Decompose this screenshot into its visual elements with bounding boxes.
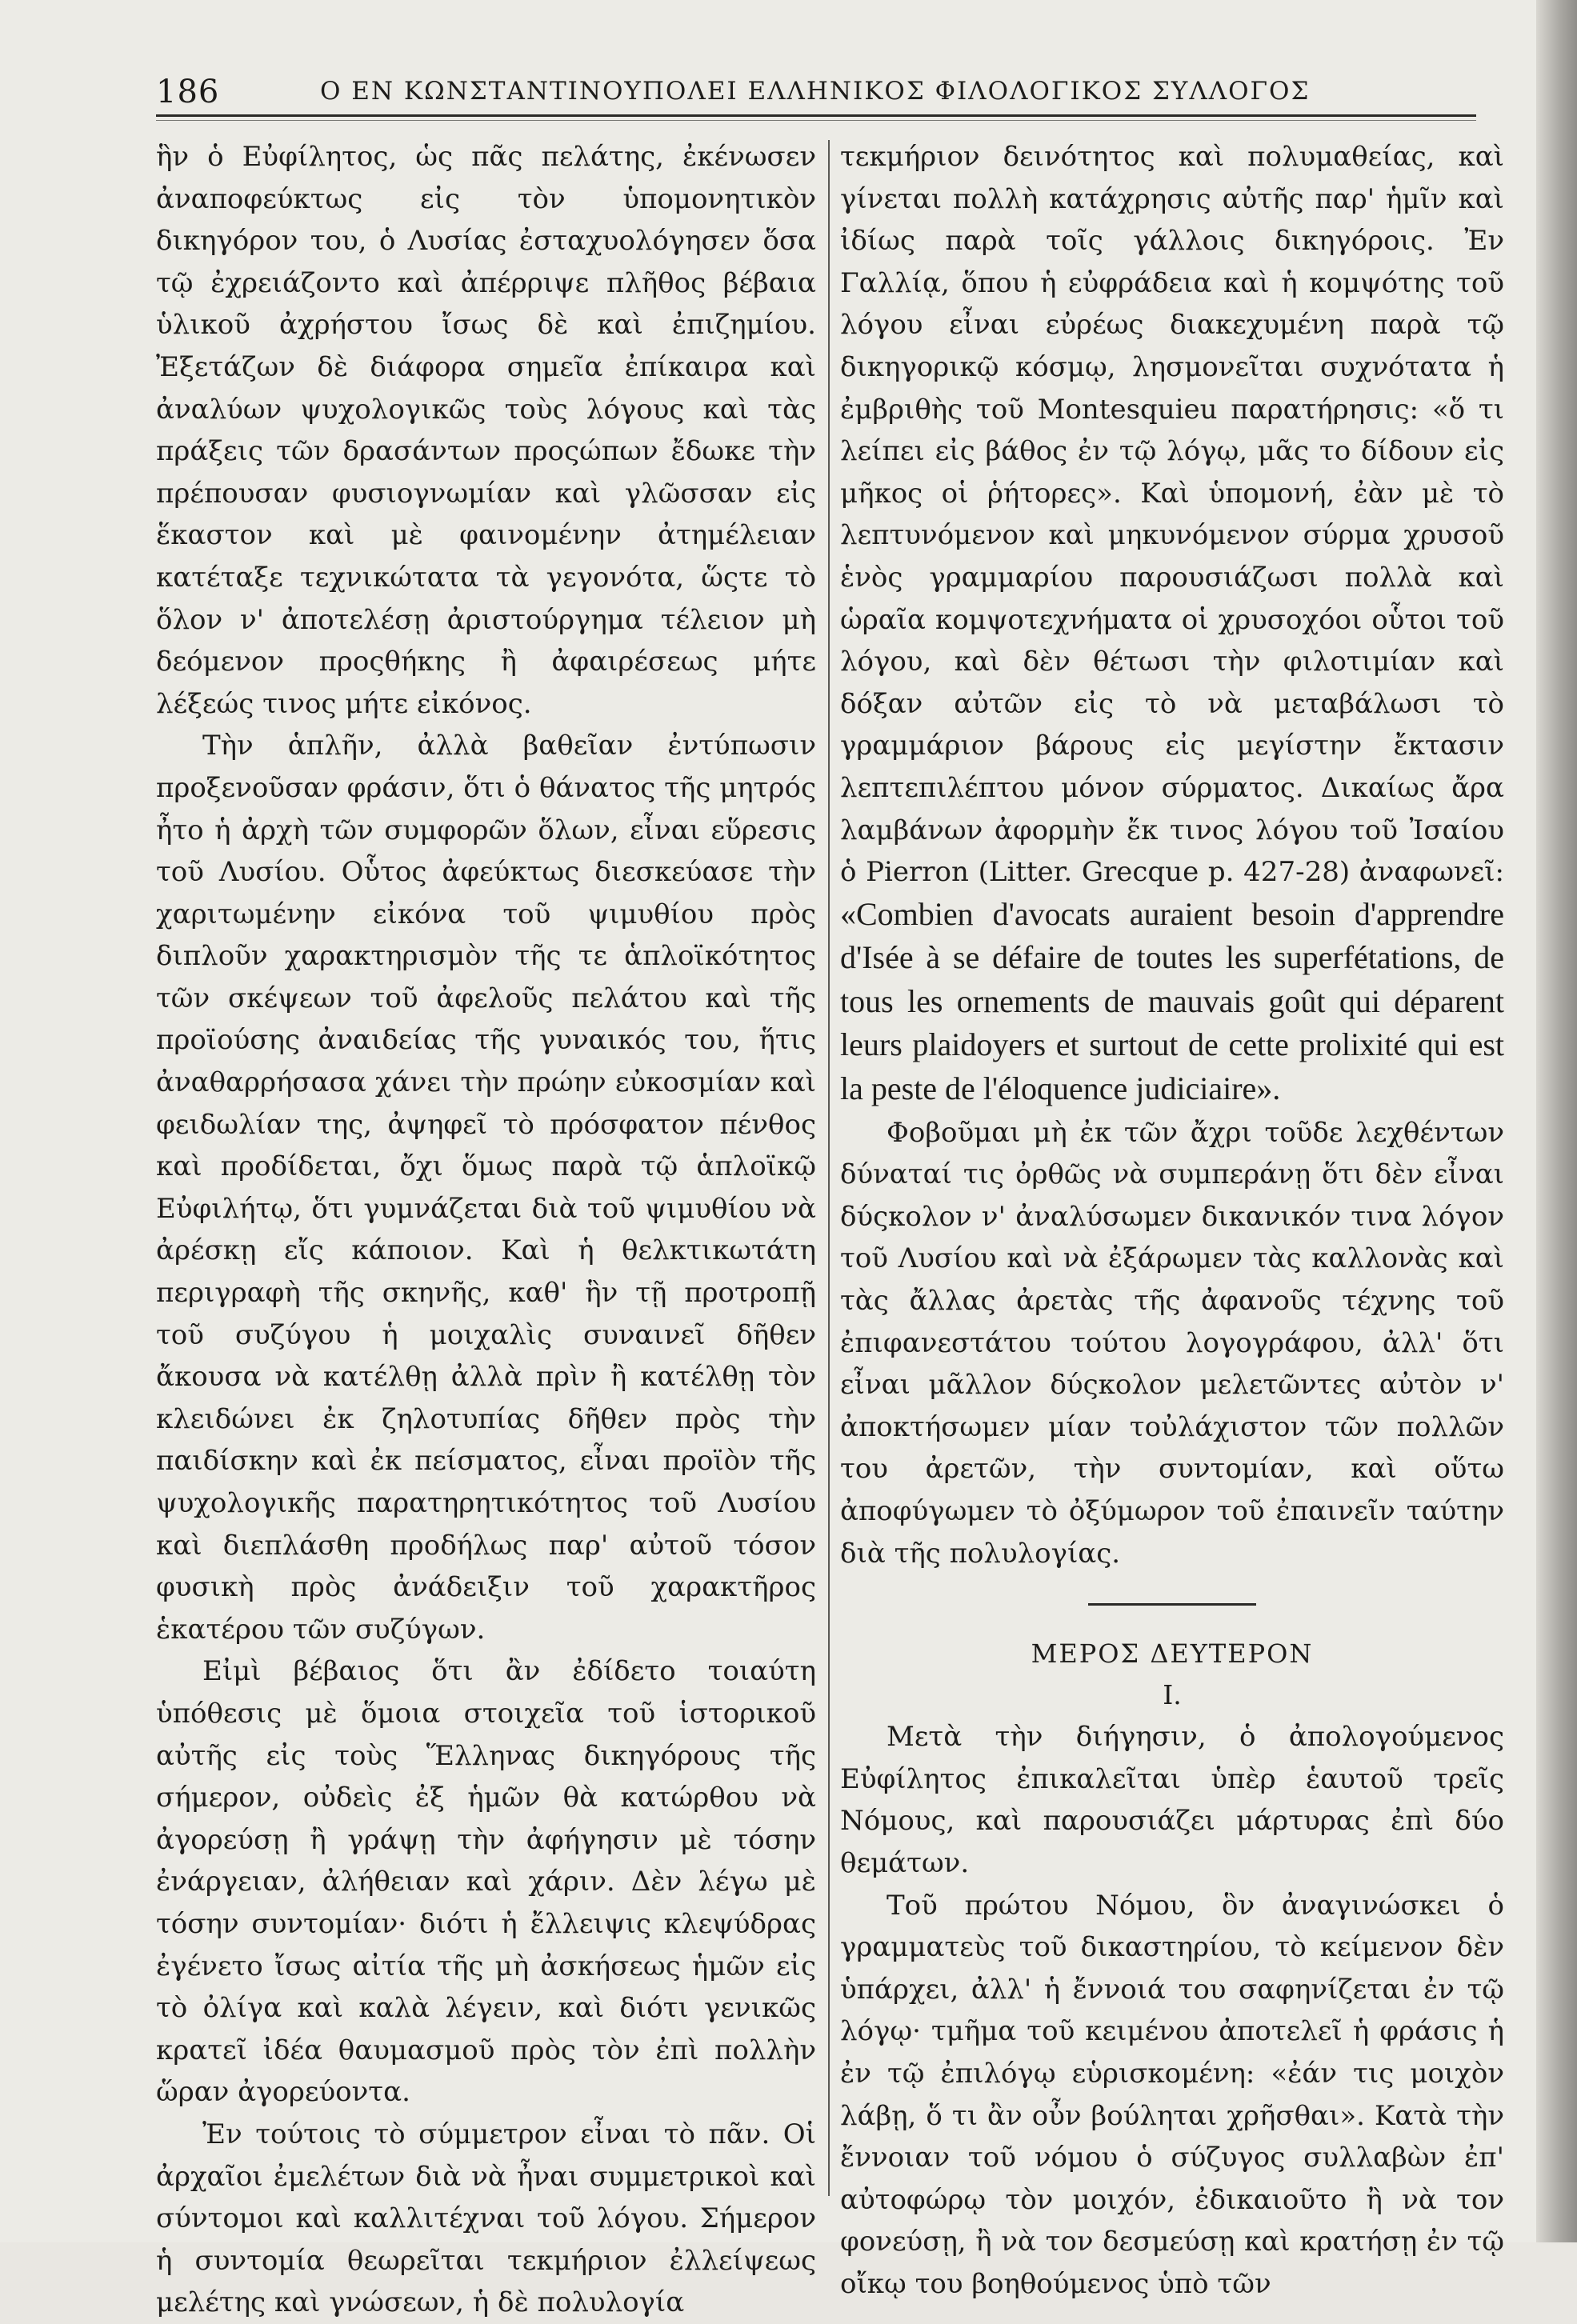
section-divider [1088,1603,1256,1606]
paragraph: Τὴν ἁπλῆν, ἀλλὰ βαθεῖαν ἐντύπωσιν προξενοῦσαν φράσιν, ὅτι ὁ θάνατος τῆς μητρός ἦτο ἡ ἀρχὴ τῶν συμφορῶν ὅλων, εἶναι εὕρεσις τοῦ Λυσίου. Οὗτος ἀφεύκτως διεσκεύασε τὴν χαριτωμένην εἰκόνα τοῦ ψιμυθίου πρὸς διπλοῦν χαρακτηρισμὸν τῆς τε ἁπλοϊκότητος τῶν σκέψεων τοῦ ἀφελοῦς πελάτου καὶ τῆς προϊούσης ἀναιδείας τῆς γυναικός του, ἥτις ἀναθαρρήσασα χάνει τὴν πρώην εὐκοσμίαν καὶ φειδωλίαν της, ἀψηφεῖ τὸ πρόσφατον πένθος καὶ προδίδεται, ὄχι ὅμως παρὰ τῷ ἁπλοϊκῷ Εὐφιλήτῳ, ὅτι γυμνάζεται διὰ τοῦ ψιμυθίου νὰ ἀρέσκῃ εἴς κάποιον. Καὶ ἡ θελκτικωτάτη περιγραφὴ τῆς σκηνῆς, καθ' ἣν τῇ προτροπῇ τοῦ συζύγου ἡ μοιχαλὶς συναινεῖ δῆθεν ἄκουσα νὰ κατέλθῃ ἀλλὰ πρὶν ἢ κατέλθῃ τὸν κλειδώνει ἐκ ζηλοτυπίας δῆθεν πρὸς τὴν παιδίσκην καὶ ἐκ πείσματος, εἶναι προϊὸν τῆς ψυχολογικῆς παρατηρητικότητος τοῦ Λυσίου καὶ διεπλάσθη προδήλως παρ' αὐτοῦ τόσον φυσικὴ πρὸς ἀνάδειξιν τοῦ χαρακτῆρος ἑκατέρου τῶν συζύγων. [156,730,816,1646]
paragraph: Φοβοῦμαι μὴ ἐκ τῶν ἄχρι τοῦδε λεχθέντων δύναταί τις ὀρθῶς νὰ συμπεράνῃ ὅτι δὲν εἶναι δύςκολον ν' ἀναλύσωμεν δικανικόν τινα λόγον τοῦ Λυσίου καὶ νὰ ἐξάρωμεν τὰς καλλονὰς καὶ τὰς ἄλλας ἀρετὰς τῆς ἀφανοῦς τέχνης τοῦ ἐπιφανεστάτου τούτου λογογράφου, ἀλλ' ὅτι εἶναι μᾶλλον δύςκολον μελετῶντες αὐτὸν ν' ἀποκτήσωμεν μίαν τοὐλάχιστον τῶν πολλῶν του ἀρετῶν, τὴν συντομίαν, καὶ οὕτω ἀποφύγωμεν τὸ ὀξύμωρον τοῦ ἐπαινεῖν ταύτην διὰ τῆς πολυλογίας. [840,1116,1504,1570]
header-rule-thin [156,120,1476,121]
section-title: ΜΕΡΟΣ ΔΕΥΤΕΡΟΝ [1031,1638,1314,1670]
running-head: Ο ΕΝ ΚΩΝΣΤΑΝΤΙΝΟΥΠΟΛΕΙ ΕΛΛΗΝΙΚΟΣ ΦΙΛΟΛΟΓΙΚΟΣ ΣΥΛΛΟΓΟΣ [320,77,1311,106]
right-column [840,136,1504,2300]
left-column [156,136,816,2319]
paragraph: Ἐν τούτοις τὸ σύμμετρον εἶναι τὸ πᾶν. Οἱ ἀρχαῖοι ἐμελέτων διὰ νὰ ἦναι συμμετρικοὶ καὶ σύντομοι καὶ καλλιτέχναι τοῦ λόγου. Σήμερον ἡ συντομία θεωρεῖται τεκμήριον ἐλλείψεως μελέτης καὶ γνώσεων, ἡ δὲ πολυλογία [156,2118,816,2319]
paragraph [840,136,1504,1112]
column-divider [828,140,830,2196]
book-spine-shadow [1536,0,1577,2242]
paragraph: Εἰμὶ βέβαιος ὅτι ἂν ἐδίδετο τοιαύτη ὑπόθεσις μὲ ὅμοια στοιχεῖα τοῦ ἱστορικοῦ αὐτῆς εἰς τοὺς Ἕλληνας δικηγόρους τῆς σήμερον, οὐδεὶς ἐξ ἡμῶν θὰ κατώρθου νὰ ἀγορεύσῃ ἢ γράψῃ τὴν ἀφήγησιν μὲ τόσην ἐνάργειαν, ἀλήθειαν καὶ χάριν. Δὲν λέγω μὲ τόσην συντομίαν· διότι ἡ ἔλλειψις κλεψύδρας ἐγένετο ἴσως αἰτία τῆς μὴ ἀσκήσεως ἡμῶν εἰς τὸ ὀλίγα καὶ καλὰ λέγειν, καὶ διότι γενικῶς κρατεῖ ἰδέα θαυμασμοῦ πρὸς τὸν ἐπὶ πολλὴν ὥραν ἀγορεύοντα. [156,1655,816,2109]
paragraph: ἣν ὁ Εὐφίλητος, ὡς πᾶς πελάτης, ἐκένωσεν ἀναποφεύκτως εἰς τὸν ὑπομονητικὸν δικηγόρον του, ὁ Λυσίας ἐσταχυολόγησεν ὅσα τῷ ἐχρειάζοντο καὶ ἀπέρριψε πλῆθος βέβαια ὑλικοῦ ἀχρήστου ἴσως δὲ καὶ ἐπιζημίου. Ἐξετάζων δὲ διάφορα σημεῖα ἐπίκαιρα καὶ ἀναλύων ψυχολογικῶς τοὺς λόγους καὶ τὰς πράξεις τῶν δρασάντων προςώπων ἔδωκε τὴν πρέπουσαν φυσιογνωμίαν καὶ γλῶσσαν εἰς ἕκαστον καὶ μὲ φαινομένην ἀτημέλειαν κατέταξε τεχνικώτατα τὰ γεγονότα, ὥςτε τὸ ὅλον ν' ἀποτελέσῃ ἀριστούργημα τέλειον μὴ δεόμενον προςθήκης ἢ ἀφαιρέσεως μήτε λέξεώς τινος μήτε εἰκόνος. [156,141,816,720]
page-number: 186 [156,74,220,110]
paragraph: Τοῦ πρώτου Νόμου, ὃν ἀναγινώσκει ὁ γραμματεὺς τοῦ δικαστηρίου, τὸ κείμενον δὲν ὑπάρχει, ἀλλ' ἡ ἔννοιά του σαφηνίζεται ἐν τῷ λόγῳ· τμῆμα τοῦ κειμένου ἀποτελεῖ ἡ φράσις ἡ ἐν τῷ ἐπιλόγῳ εὑρισκομένη: «ἐάν τις μοιχὸν λάβῃ, ὅ τι ἂν οὖν βούληται χρῆσθαι». Κατὰ τὴν ἔννοιαν τοῦ νόμου ὁ σύζυγος συλλαβὼν ἐπ' αὐτοφώρῳ τὸν μοιχόν, ἐδικαιοῦτο ἢ νὰ τον φονεύσῃ, ἢ νὰ τον δεσμεύσῃ καὶ κρατήσῃ ἐν τῷ οἴκῳ του βοηθούμενος ὑπὸ τῶν [840,1889,1504,2300]
page-header [156,74,1316,114]
paragraph: Μετὰ τὴν διήγησιν, ὁ ἀπολογούμενος Εὐφίλητος ἐπικαλεῖται ὑπὲρ ἑαυτοῦ τρεῖς Νόμους, καὶ παρουσιάζει μάρτυρας ἐπὶ δύο θεμάτων. [840,1721,1504,1879]
header-rule [156,114,1476,117]
french-quote: «Combien d'avocats auraient besoin d'apprendre d'Isée à se défaire de toutes les superfétations, de tous les ornements de mauvais goût qui déparent leurs plaidoyers et surtout de cette prolixité qui est la peste de l'éloquence judiciaire». [840,895,1504,1107]
greek-text: τεκμήριον δεινότητος καὶ πολυμαθείας, καὶ γίνεται πολλὴ κατάχρησις αὐτῆς παρ' ἡμῖν καὶ ἰδίως παρὰ τοῖς γάλλοις δικηγόροις. Ἐν Γαλλίᾳ, ὅπου ἡ εὐφράδεια καὶ ἡ κομψότης τοῦ λόγου εἶναι εὐρέως διακεχυμένη παρὰ τῷ δικηγορικῷ κόσμῳ, λησμονεῖται συχνότατα ἡ ἐμβριθὴς τοῦ Montesquieu παρατήρησις: «ὅ τι λείπει εἰς βάθος ἐν τῷ λόγῳ, μᾶς το δίδουν εἰς μῆκος οἱ ῥήτορες». Καὶ ὑπομονή, ἐὰν μὲ τὸ λεπτυνόμενον καὶ μηκυνόμενον σύρμα χρυσοῦ ἑνὸς γραμμαρίου παρουσιάζωσι πολλὰ καὶ ὡραῖα κομψοτεχνήματα οἱ χρυσοχόοι οὗτοι τοῦ λόγου, καὶ δὲν θέτωσι τὴν φιλοτιμίαν καὶ δόξαν αὐτῶν εἰς τὸ νὰ μεταβάλωσι τὸ γραμμάριον βάρους εἰς μεγίστην ἔκτασιν λεπτεπιλέπτου μόνον σύρματος. Δικαίως ἄρα λαμβάνων ἀφορμὴν ἔκ τινος λόγου τοῦ Ἰσαίου ὁ Pierron (Litter. Grecque p. 427-28) ἀναφωνεῖ: [840,141,1504,889]
section-number: Ι. [1163,1679,1182,1711]
